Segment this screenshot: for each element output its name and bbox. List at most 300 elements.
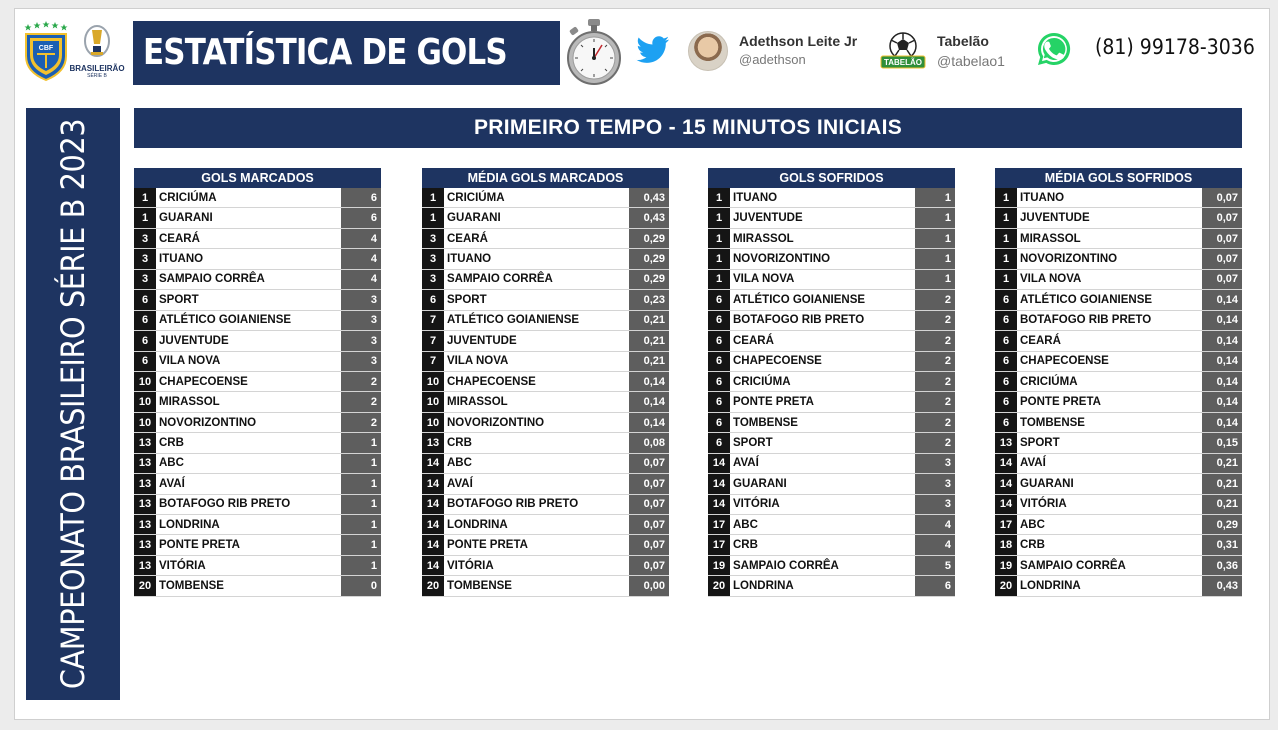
rank-cell: 6 xyxy=(422,290,444,309)
rank-cell: 10 xyxy=(422,392,444,411)
table-row xyxy=(422,249,669,269)
value-cell: 1 xyxy=(915,249,955,268)
table-title: MÉDIA GOLS SOFRIDOS xyxy=(995,168,1242,188)
rank-cell: 6 xyxy=(995,413,1017,432)
rank-cell: 6 xyxy=(708,372,730,391)
value-cell: 0,29 xyxy=(629,270,669,289)
table-row xyxy=(995,270,1242,290)
team-cell: ATLÉTICO GOIANIENSE xyxy=(1017,290,1202,309)
team-cell: CEARÁ xyxy=(156,229,341,248)
value-cell: 0,31 xyxy=(1202,535,1242,554)
rank-cell: 14 xyxy=(995,454,1017,473)
value-cell: 0,07 xyxy=(1202,249,1242,268)
rank-cell: 13 xyxy=(134,433,156,452)
team-cell: SPORT xyxy=(444,290,629,309)
team-cell: CHAPECOENSE xyxy=(1017,352,1202,371)
team-cell: ATLÉTICO GOIANIENSE xyxy=(730,290,915,309)
tabelao-handle[interactable]: @tabelao1 xyxy=(937,53,1005,69)
title-box xyxy=(133,21,560,85)
table-body xyxy=(134,188,381,597)
table-row xyxy=(134,556,381,576)
rank-cell: 1 xyxy=(708,208,730,227)
table-body xyxy=(995,188,1242,597)
table-row xyxy=(708,249,955,269)
value-cell: 1 xyxy=(915,188,955,207)
rank-cell: 3 xyxy=(134,270,156,289)
table-row xyxy=(708,372,955,392)
team-cell: ATLÉTICO GOIANIENSE xyxy=(444,311,629,330)
table-row xyxy=(422,433,669,453)
rank-cell: 1 xyxy=(134,188,156,207)
table-row xyxy=(995,392,1242,412)
table-row xyxy=(134,229,381,249)
table-row xyxy=(422,576,669,596)
value-cell: 0,07 xyxy=(629,454,669,473)
table-row xyxy=(134,413,381,433)
table-row xyxy=(134,454,381,474)
rank-cell: 1 xyxy=(708,188,730,207)
table-body xyxy=(708,188,955,597)
team-cell: SPORT xyxy=(1017,433,1202,452)
table-row xyxy=(134,474,381,494)
table-row xyxy=(422,413,669,433)
rank-cell: 1 xyxy=(708,229,730,248)
table-media-gols-sofridos xyxy=(995,168,1242,597)
value-cell: 2 xyxy=(915,413,955,432)
rank-cell: 1 xyxy=(995,188,1017,207)
value-cell: 0,07 xyxy=(1202,208,1242,227)
team-cell: VITÓRIA xyxy=(156,556,341,575)
value-cell: 0,14 xyxy=(629,372,669,391)
table-row xyxy=(995,433,1242,453)
team-cell: NOVORIZONTINO xyxy=(444,413,629,432)
table-row xyxy=(708,331,955,351)
team-cell: SPORT xyxy=(156,290,341,309)
value-cell: 2 xyxy=(341,413,381,432)
value-cell: 2 xyxy=(341,372,381,391)
tabelao-logo-icon xyxy=(880,30,926,72)
rank-cell: 13 xyxy=(422,433,444,452)
team-cell: NOVORIZONTINO xyxy=(730,249,915,268)
value-cell: 3 xyxy=(915,495,955,514)
table-row xyxy=(134,208,381,228)
table-row xyxy=(134,270,381,290)
rank-cell: 14 xyxy=(708,454,730,473)
team-cell: TOMBENSE xyxy=(156,576,341,595)
rank-cell: 20 xyxy=(134,576,156,595)
serie-b-logo-subtext: SÉRIE B xyxy=(87,73,107,79)
value-cell: 0,14 xyxy=(629,413,669,432)
value-cell: 0,14 xyxy=(1202,413,1242,432)
team-cell: ITUANO xyxy=(1017,188,1202,207)
value-cell: 2 xyxy=(341,392,381,411)
rank-cell: 1 xyxy=(995,270,1017,289)
value-cell: 1 xyxy=(915,208,955,227)
rank-cell: 6 xyxy=(995,352,1017,371)
rank-cell: 17 xyxy=(708,535,730,554)
trophy-icon xyxy=(82,24,112,60)
team-cell: NOVORIZONTINO xyxy=(156,413,341,432)
team-cell: ABC xyxy=(444,454,629,473)
table-row xyxy=(422,352,669,372)
team-cell: SAMPAIO CORRÊA xyxy=(1017,556,1202,575)
rank-cell: 10 xyxy=(134,413,156,432)
table-row xyxy=(708,535,955,555)
rank-cell: 6 xyxy=(995,331,1017,350)
table-row xyxy=(134,372,381,392)
team-cell: GUARANI xyxy=(1017,474,1202,493)
value-cell: 0 xyxy=(341,576,381,595)
team-cell: ITUANO xyxy=(730,188,915,207)
table-row xyxy=(422,535,669,555)
team-cell: ATLÉTICO GOIANIENSE xyxy=(156,311,341,330)
section-title: PRIMEIRO TEMPO - 15 MINUTOS INICIAIS xyxy=(134,108,1242,148)
team-cell: BOTAFOGO RIB PRETO xyxy=(730,311,915,330)
rank-cell: 14 xyxy=(995,495,1017,514)
rank-cell: 6 xyxy=(995,392,1017,411)
table-row xyxy=(134,249,381,269)
value-cell: 4 xyxy=(915,515,955,534)
value-cell: 0,07 xyxy=(629,556,669,575)
table-row xyxy=(422,495,669,515)
value-cell: 1 xyxy=(341,433,381,452)
table-row xyxy=(422,392,669,412)
team-cell: ABC xyxy=(156,454,341,473)
team-cell: ITUANO xyxy=(444,249,629,268)
table-row xyxy=(134,495,381,515)
rank-cell: 3 xyxy=(134,229,156,248)
rank-cell: 13 xyxy=(995,433,1017,452)
table-row xyxy=(708,352,955,372)
tabelao-name: Tabelão xyxy=(937,33,989,49)
table-row xyxy=(995,413,1242,433)
table-row xyxy=(708,208,955,228)
table-row xyxy=(708,454,955,474)
table-row xyxy=(708,433,955,453)
team-cell: NOVORIZONTINO xyxy=(1017,249,1202,268)
svg-text:TABELÃO: TABELÃO xyxy=(883,58,923,67)
rank-cell: 3 xyxy=(422,229,444,248)
rank-cell: 1 xyxy=(422,208,444,227)
rank-cell: 20 xyxy=(708,576,730,595)
table-row xyxy=(995,229,1242,249)
value-cell: 4 xyxy=(341,249,381,268)
table-row xyxy=(708,556,955,576)
team-cell: BOTAFOGO RIB PRETO xyxy=(1017,311,1202,330)
rank-cell: 14 xyxy=(422,556,444,575)
value-cell: 0,07 xyxy=(629,515,669,534)
serie-b-logo-text: BRASILEIRÃO xyxy=(69,64,125,73)
team-cell: PONTE PRETA xyxy=(730,392,915,411)
table-row xyxy=(134,535,381,555)
team-cell: CHAPECOENSE xyxy=(444,372,629,391)
value-cell: 0,43 xyxy=(1202,576,1242,595)
team-cell: JUVENTUDE xyxy=(444,331,629,350)
rank-cell: 10 xyxy=(134,392,156,411)
table-row xyxy=(134,352,381,372)
value-cell: 0,21 xyxy=(629,311,669,330)
table-row xyxy=(422,229,669,249)
value-cell: 0,07 xyxy=(629,474,669,493)
team-cell: CEARÁ xyxy=(730,331,915,350)
value-cell: 3 xyxy=(341,290,381,309)
value-cell: 0,07 xyxy=(1202,270,1242,289)
value-cell: 0,07 xyxy=(629,495,669,514)
value-cell: 2 xyxy=(915,433,955,452)
rank-cell: 6 xyxy=(708,392,730,411)
value-cell: 0,29 xyxy=(1202,515,1242,534)
table-row xyxy=(134,515,381,535)
value-cell: 3 xyxy=(915,474,955,493)
table-row xyxy=(422,188,669,208)
value-cell: 1 xyxy=(341,454,381,473)
table-row xyxy=(995,249,1242,269)
rank-cell: 10 xyxy=(422,372,444,391)
rank-cell: 6 xyxy=(708,352,730,371)
value-cell: 2 xyxy=(915,290,955,309)
rank-cell: 20 xyxy=(995,576,1017,595)
value-cell: 3 xyxy=(341,331,381,350)
value-cell: 4 xyxy=(915,535,955,554)
team-cell: LONDRINA xyxy=(444,515,629,534)
rank-cell: 7 xyxy=(422,331,444,350)
table-gols-marcados xyxy=(134,168,381,597)
rank-cell: 14 xyxy=(995,474,1017,493)
value-cell: 0,14 xyxy=(1202,331,1242,350)
table-row xyxy=(708,515,955,535)
rank-cell: 6 xyxy=(995,311,1017,330)
rank-cell: 20 xyxy=(422,576,444,595)
table-row xyxy=(995,535,1242,555)
table-row xyxy=(995,311,1242,331)
rank-cell: 6 xyxy=(995,372,1017,391)
rank-cell: 14 xyxy=(422,495,444,514)
table-row xyxy=(422,474,669,494)
value-cell: 3 xyxy=(341,352,381,371)
team-cell: JUVENTUDE xyxy=(156,331,341,350)
value-cell: 4 xyxy=(341,270,381,289)
table-row xyxy=(422,270,669,290)
rank-cell: 13 xyxy=(134,474,156,493)
team-cell: AVAÍ xyxy=(156,474,341,493)
author-name: Adethson Leite Jr xyxy=(739,33,858,49)
table-row xyxy=(995,515,1242,535)
value-cell: 2 xyxy=(915,352,955,371)
value-cell: 0,43 xyxy=(629,208,669,227)
table-row xyxy=(995,454,1242,474)
rank-cell: 18 xyxy=(995,535,1017,554)
rank-cell: 14 xyxy=(708,474,730,493)
value-cell: 2 xyxy=(915,331,955,350)
team-cell: VITÓRIA xyxy=(444,556,629,575)
table-row xyxy=(134,331,381,351)
team-cell: CRB xyxy=(444,433,629,452)
value-cell: 1 xyxy=(341,495,381,514)
team-cell: VILA NOVA xyxy=(730,270,915,289)
value-cell: 0,14 xyxy=(1202,311,1242,330)
team-cell: ABC xyxy=(1017,515,1202,534)
value-cell: 3 xyxy=(915,454,955,473)
table-row xyxy=(422,454,669,474)
rank-cell: 1 xyxy=(708,249,730,268)
value-cell: 0,23 xyxy=(629,290,669,309)
team-cell: LONDRINA xyxy=(156,515,341,534)
table-title: MÉDIA GOLS MARCADOS xyxy=(422,168,669,188)
rank-cell: 1 xyxy=(134,208,156,227)
rank-cell: 6 xyxy=(708,290,730,309)
value-cell: 0,43 xyxy=(629,188,669,207)
value-cell: 4 xyxy=(341,229,381,248)
author-avatar xyxy=(688,31,728,71)
rank-cell: 7 xyxy=(422,352,444,371)
rank-cell: 13 xyxy=(134,535,156,554)
value-cell: 1 xyxy=(341,474,381,493)
rank-cell: 10 xyxy=(422,413,444,432)
side-banner-text: CAMPEONATO BRASILEIRO SÉRIE B 2023 xyxy=(54,118,92,690)
rank-cell: 14 xyxy=(422,515,444,534)
rank-cell: 3 xyxy=(422,249,444,268)
value-cell: 0,14 xyxy=(1202,352,1242,371)
team-cell: MIRASSOL xyxy=(156,392,341,411)
value-cell: 0,36 xyxy=(1202,556,1242,575)
value-cell: 6 xyxy=(341,188,381,207)
team-cell: CEARÁ xyxy=(444,229,629,248)
table-row xyxy=(708,311,955,331)
table-row xyxy=(995,556,1242,576)
team-cell: CHAPECOENSE xyxy=(730,352,915,371)
team-cell: VILA NOVA xyxy=(1017,270,1202,289)
team-cell: CHAPECOENSE xyxy=(156,372,341,391)
rank-cell: 1 xyxy=(995,249,1017,268)
rank-cell: 6 xyxy=(708,433,730,452)
team-cell: JUVENTUDE xyxy=(730,208,915,227)
value-cell: 0,21 xyxy=(629,331,669,350)
value-cell: 0,14 xyxy=(1202,392,1242,411)
rank-cell: 10 xyxy=(134,372,156,391)
value-cell: 0,07 xyxy=(1202,188,1242,207)
table-row xyxy=(995,331,1242,351)
rank-cell: 1 xyxy=(995,208,1017,227)
value-cell: 2 xyxy=(915,392,955,411)
value-cell: 0,07 xyxy=(1202,229,1242,248)
team-cell: BOTAFOGO RIB PRETO xyxy=(444,495,629,514)
rank-cell: 14 xyxy=(422,454,444,473)
rank-cell: 6 xyxy=(134,331,156,350)
team-cell: SAMPAIO CORRÊA xyxy=(730,556,915,575)
table-row xyxy=(708,576,955,596)
team-cell: VILA NOVA xyxy=(156,352,341,371)
team-cell: TOMBENSE xyxy=(1017,413,1202,432)
team-cell: JUVENTUDE xyxy=(1017,208,1202,227)
team-cell: MIRASSOL xyxy=(1017,229,1202,248)
team-cell: TOMBENSE xyxy=(444,576,629,595)
table-row xyxy=(134,392,381,412)
rank-cell: 13 xyxy=(134,515,156,534)
team-cell: CRB xyxy=(730,535,915,554)
value-cell: 0,29 xyxy=(629,229,669,248)
team-cell: SPORT xyxy=(730,433,915,452)
table-row xyxy=(708,290,955,310)
value-cell: 0,21 xyxy=(1202,474,1242,493)
table-title: GOLS SOFRIDOS xyxy=(708,168,955,188)
rank-cell: 6 xyxy=(134,311,156,330)
rank-cell: 17 xyxy=(995,515,1017,534)
team-cell: MIRASSOL xyxy=(444,392,629,411)
table-row xyxy=(995,208,1242,228)
team-cell: CRB xyxy=(1017,535,1202,554)
team-cell: CRICIÚMA xyxy=(444,188,629,207)
table-gols-sofridos xyxy=(708,168,955,597)
rank-cell: 13 xyxy=(134,495,156,514)
twitter-bird-icon[interactable] xyxy=(636,36,670,64)
team-cell: LONDRINA xyxy=(1017,576,1202,595)
rank-cell: 3 xyxy=(134,249,156,268)
table-row xyxy=(995,188,1242,208)
team-cell: VITÓRIA xyxy=(730,495,915,514)
table-row xyxy=(708,392,955,412)
team-cell: AVAÍ xyxy=(444,474,629,493)
value-cell: 0,29 xyxy=(629,249,669,268)
rank-cell: 14 xyxy=(422,474,444,493)
rank-cell: 17 xyxy=(708,515,730,534)
value-cell: 6 xyxy=(915,576,955,595)
svg-text:CBF: CBF xyxy=(38,45,54,52)
table-row xyxy=(708,474,955,494)
table-row xyxy=(995,372,1242,392)
value-cell: 5 xyxy=(915,556,955,575)
team-cell: ABC xyxy=(730,515,915,534)
whatsapp-icon[interactable] xyxy=(1036,31,1072,67)
value-cell: 6 xyxy=(341,208,381,227)
rank-cell: 6 xyxy=(708,331,730,350)
rank-cell: 3 xyxy=(422,270,444,289)
team-cell: GUARANI xyxy=(444,208,629,227)
table-row xyxy=(134,290,381,310)
team-cell: PONTE PRETA xyxy=(444,535,629,554)
team-cell: AVAÍ xyxy=(730,454,915,473)
phone-number: (81) 99178-3036 xyxy=(1095,35,1255,59)
table-row xyxy=(708,188,955,208)
side-banner xyxy=(26,108,120,700)
rank-cell: 7 xyxy=(422,311,444,330)
table-row xyxy=(995,352,1242,372)
table-body xyxy=(422,188,669,597)
rank-cell: 13 xyxy=(134,556,156,575)
rank-cell: 6 xyxy=(708,413,730,432)
value-cell: 1 xyxy=(915,229,955,248)
table-row xyxy=(422,311,669,331)
team-cell: PONTE PRETA xyxy=(1017,392,1202,411)
value-cell: 0,15 xyxy=(1202,433,1242,452)
value-cell: 0,14 xyxy=(1202,290,1242,309)
rank-cell: 1 xyxy=(422,188,444,207)
table-row xyxy=(422,372,669,392)
serie-b-logo xyxy=(68,24,126,84)
value-cell: 0,00 xyxy=(629,576,669,595)
value-cell: 0,21 xyxy=(1202,454,1242,473)
team-cell: VITÓRIA xyxy=(1017,495,1202,514)
page-title: ESTATÍSTICA DE GOLS xyxy=(143,32,507,73)
team-cell: SAMPAIO CORRÊA xyxy=(156,270,341,289)
table-row xyxy=(134,433,381,453)
author-handle[interactable]: @adethson xyxy=(739,52,806,67)
value-cell: 1 xyxy=(341,515,381,534)
value-cell: 1 xyxy=(341,535,381,554)
team-cell: CRICIÚMA xyxy=(156,188,341,207)
rank-cell: 1 xyxy=(708,270,730,289)
team-cell: CRICIÚMA xyxy=(1017,372,1202,391)
table-row xyxy=(995,495,1242,515)
